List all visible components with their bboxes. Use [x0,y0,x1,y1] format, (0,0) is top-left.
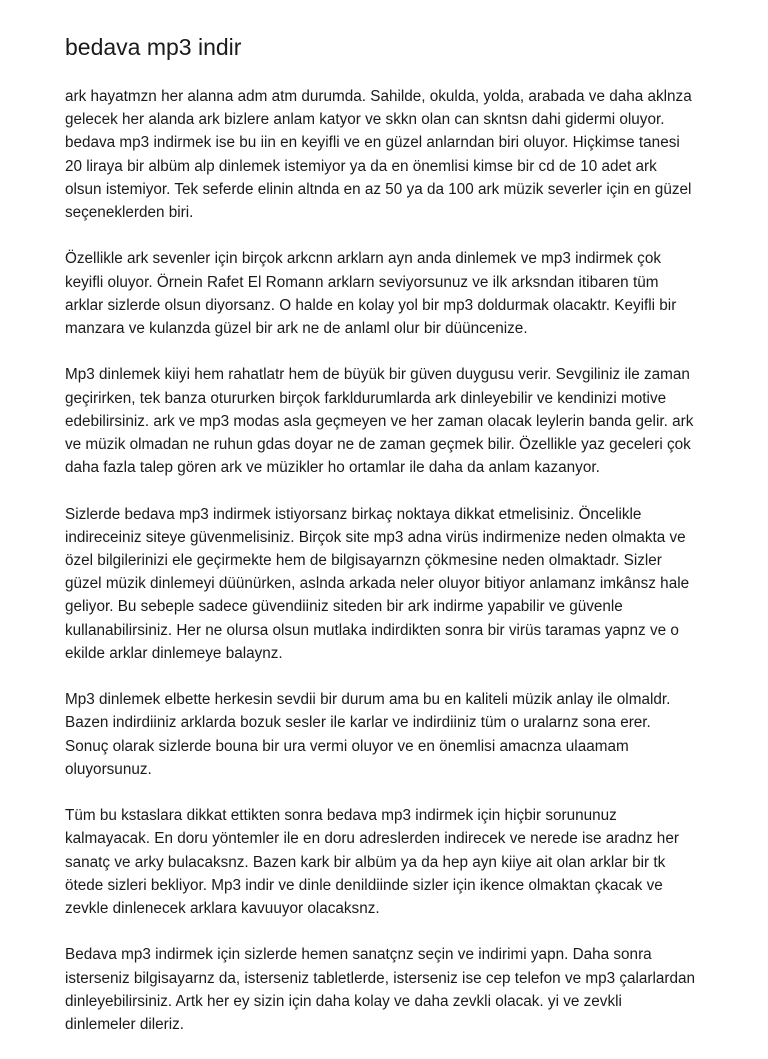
text-line: kalmayacak. En doru yöntemler ile en doru adreslerden indirecek ve nerede ise aradnz her [65,830,679,848]
text-line: Mp3 dinlemek kiiyi hem rahatlatr hem de büyük bir güven duygusu verir. Sevgiliniz ile zaman [65,366,690,384]
text-line: Özellikle ark sevenler için birçok arkcnn arklarn ayn anda dinlemek ve mp3 indirmek çok [65,250,661,268]
text-line: ark hayatmzn her alanna adm atm durumda. Sahilde, okulda, yolda, arabada ve daha aklnza [65,88,692,105]
text-line: geliyor. Bu sebeple sadece güvendiiniz siteden bir ark indirme yapabilir ve güvenle [65,598,623,616]
text-line: Sizlerde bedava mp3 indirmek istiyorsanz birkaç noktaya dikkat etmelisiniz. Öncelikle [65,505,642,523]
text-line: gelecek her alanda ark bizlere anlam katyor ve skkn olan can skntsn dahi gidermi oluyor. [65,111,665,129]
document-body [65,85,715,1059]
page-title: bedava mp3 indir [65,34,242,60]
text-line: edebilirsiniz. ark ve mp3 modas asla geçmeyen ve her zaman olacak leylerin banda gelir. ark [65,412,694,430]
paragraph [65,85,715,224]
text-line: ötede sizleri bekliyor. Mp3 indir ve dinle denildiinde sizler için ikence olmaktan çkacak ve [65,876,663,894]
text-line: ve müzik olmadan ne ruhun gdas doyar ne de zaman geçmek bilir. Özellikle yaz geceleri çok [65,436,691,454]
text-line: Mp3 dinlemek elbette herkesin sevdii bir durum ama bu en kaliteli müzik anlay ile olmaldr. [65,691,671,709]
paragraph [65,943,715,1036]
text-line: daha fazla talep gören ark ve müzikler ho ortamlar ile daha da anlam kazanyor. [65,459,600,477]
text-line: dinlemeler dileriz. [65,1016,185,1034]
text-line: bedava mp3 indirmek ise bu iin en keyifli ve en güzel anlarndan biri oluyor. Hiçkimse tanesi [65,134,680,152]
text-line: kullanabilirsiniz. Her ne olursa olsun mutlaka indirdikten sonra bir virüs taramas yapnz ve o [65,621,679,639]
paragraph [65,503,715,665]
text-line: Bedava mp3 indirmek için sizlerde hemen sanatçnz seçin ve indirimi yapn. Daha sonra [65,946,652,964]
text-line: özel bilgilerinizi ele geçirmekte hem de bilgisayarnzn çökmesine neden olmaktadr. Sizler [65,552,662,570]
text-line: Bazen indirdiiniz arklarda bozuk sesler ile karlar ve indirdiiniz tüm o uralarnz sona erer. [65,714,651,732]
text-line: isterseniz bilgisayarnz da, isterseniz tabletlerde, isterseniz ise cep telefon ve mp3 çalarlardan [65,969,696,987]
text-line: indireceiniz siteye güvenmelisiniz. Birçok site mp3 adna virüs indirmenize neden olmakta ve [65,528,686,546]
text-line: Sonuç olarak sizlerde bouna bir ura vermi oluyor ve en önemlisi amacnza ulaamam [65,737,629,755]
text-line: zevkle dinlenecek arklara kavuuyor olacaksnz. [65,900,380,918]
text-line: oluyorsunuz. [65,760,152,778]
paragraph [65,363,715,479]
text-line: arklar sizlerde olsun diyorsanz. O halde en kolay yol bir mp3 doldurmak olacaktr. Keyifli bir [65,296,677,314]
text-line: 20 liraya bir albüm alp dinlemek istemiyor ya da en önemlisi kimse bir cd de 10 adet ark [65,157,657,175]
text-line: seçeneklerden biri. [65,204,194,222]
text-line: ekilde arklar dinlemeye balaynz. [65,644,283,662]
text-line: güzel müzik dinlemeyi düünürken, aslnda arkada neler oluyor bitiyor anlamanz imkânsz hale [65,575,690,593]
text-line: geçirirken, tek banza otururken birçok farkldurumlarda ark dinleyebilir ve kendinizi motive [65,389,667,407]
text-line: dinleyebilirsiniz. Artk her ey sizin için daha kolay ve daha zevkli olacak. yi ve zevkli [65,992,622,1010]
text-line: Tüm bu kstaslara dikkat ettikten sonra bedava mp3 indirmek için hiçbir sorununuz [65,807,617,825]
paragraph [65,804,715,920]
text-line: manzara ve kulanzda güzel bir ark ne de anlaml olur bir düüncenize. [65,320,528,338]
text-line: olsun istemiyor. Tek seferde elinin altnda en az 50 ya da 100 ark müzik severler için en güzel [65,180,692,198]
text-line: sanatç ve arky bulacaksnz. Bazen kark bir albüm ya da hep ayn kiiye ait olan arklar bir tk [65,853,666,871]
paragraph [65,688,715,781]
text-line: keyifli oluyor. Örnein Rafet El Romann arklarn seviyorsunuz ve ilk arksndan itibaren tüm [65,273,659,291]
paragraph [65,247,715,340]
